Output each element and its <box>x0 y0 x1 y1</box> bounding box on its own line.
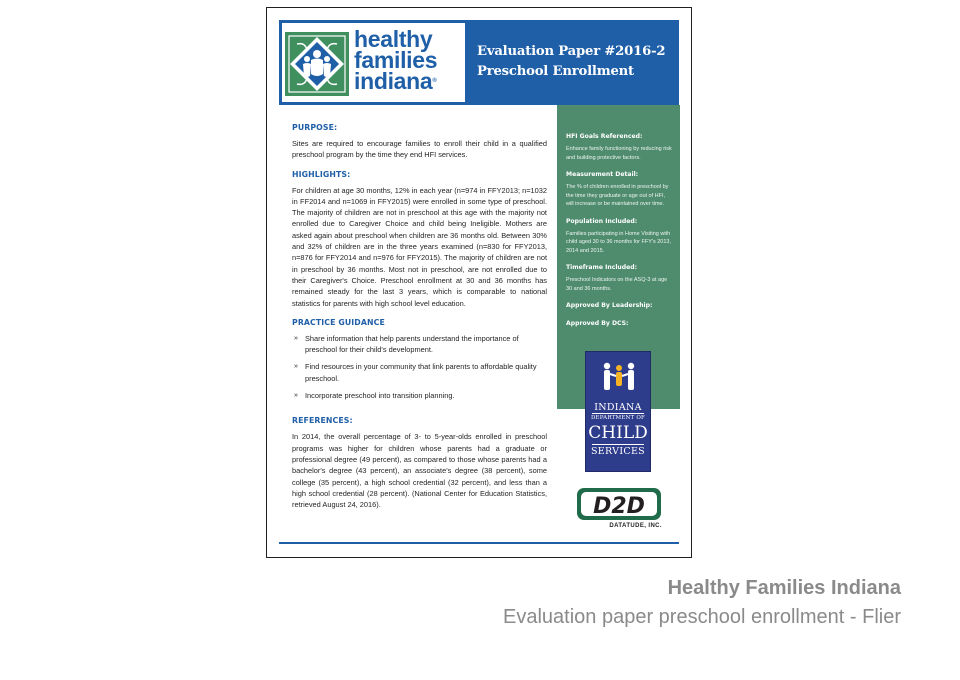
bullet-mark: » <box>294 363 298 371</box>
dcs-logo <box>585 351 651 472</box>
dcs-department: DEPARTMENT OF <box>590 415 646 421</box>
purpose-heading: PURPOSE: <box>292 123 338 132</box>
flier-document <box>266 7 692 558</box>
hfi-logo <box>282 23 465 102</box>
highlights-text: For children at age 30 months, 12% in each year (n=974 in FFY2013; n=1032 in FF2014 and n=1069 in FFY2015) were enrolled in some type of preschool. The majority of children are not in preschool at this age with the majority not enrolled due to Caregiver Choice and child being Ineligible. Mothers are asked again about preschool when children are 36 months old. Between 30% and 32% of children are in the three years examined (n=830 for FFY2013, n=876 for FFY2014 and n=976 for FFY2015). The majority of children are not in preschool by 36 months. Most not in preschool, are not enrolled due to their Caregiver's Choice. Preschool enrollment at 30 and 36 months has remained steady for the last 3 years, which is comparable to national statistics for parents with high school level education. <box>292 185 547 308</box>
goals-heading: HFI Goals Referenced: <box>566 133 643 140</box>
list-item: » Find resources in your community that link parents to affordable quality preschool. <box>294 362 537 383</box>
population-heading: Population Included: <box>566 217 638 225</box>
logo-line-families: families <box>354 47 438 73</box>
dcs-divider <box>592 444 644 445</box>
logo-line-indiana: indiana <box>354 68 433 94</box>
leadership-approval: Approved By Leadership: <box>566 302 653 309</box>
bullet-mark: » <box>294 334 298 342</box>
highlights-heading: HIGHLIGHTS: <box>292 169 351 179</box>
purpose-text: Sites are required to encourage families to enroll their child in a qualified preschool program by the time they end HFI services. <box>292 139 547 160</box>
registered-mark: ® <box>432 78 437 84</box>
datatude-mark-text: D2D <box>593 494 645 519</box>
measurement-text: The % of children enrolled in preschool by the time they graduate or age out of HFI, will increase or be maintained over time. <box>566 184 669 207</box>
paper-title <box>477 42 665 82</box>
caption-subtitle: Evaluation paper preschool enrollment - Flier <box>503 606 901 628</box>
dcs-divider <box>592 413 644 414</box>
caption-title: Healthy Families Indiana <box>667 577 901 599</box>
hfi-wordmark <box>354 26 464 94</box>
logo-line-healthy: healthy <box>354 26 433 52</box>
references-text: In 2014, the overall percentage of 3- to 5-year-olds enrolled in preschool programs was higher for children whose parents had a graduate or professional degree (49 percent), as compared to those whose parents had a bachelor's degree (43 percent), an associate's degree (38 percent), some college (35 percent), a high school credential (32 percent), and less than a high school credential (28 percent). (National Center for Education Statistics, retrieved August 24, 2016). <box>292 432 547 510</box>
list-item: » Incorporate preschool into transition planning. <box>294 391 455 401</box>
timeframe-text: Preschool Indicators on the ASQ-3 at age 30 and 36 months. <box>566 277 668 292</box>
main-column <box>292 123 547 510</box>
bullet-mark: » <box>294 392 298 400</box>
datatude-name: DATATUDE, INC. <box>609 523 662 529</box>
dcs-approval: Approved By DCS: <box>566 320 629 327</box>
goals-text: Enhance family functioning by reducing risk and building protective factors. <box>566 146 672 161</box>
dcs-child: CHILD <box>588 423 648 443</box>
datatude-logo <box>574 487 664 533</box>
paper-topic: Preschool Enrollment <box>477 64 634 79</box>
measurement-heading: Measurement Detail: <box>566 171 639 178</box>
references-heading: REFERENCES: <box>292 416 353 426</box>
datatude-mark-icon <box>576 487 662 521</box>
practice-list <box>292 333 547 401</box>
paper-number: Evaluation Paper #2016-2 <box>477 44 666 59</box>
population-text: Families participating in Home Visiting with child aged 30 to 36 months for FFY's 2013, 2014 and 2015. <box>566 230 671 254</box>
timeframe-heading: Timeframe Included: <box>566 264 638 271</box>
practice-heading: PRACTICE GUIDANCE <box>292 317 385 327</box>
list-item: » Share information that help parents understand the importance of preschool for their child's development. <box>294 333 519 355</box>
dcs-services: SERVICES <box>591 446 645 457</box>
dcs-family-figures-icon <box>598 360 640 394</box>
hfi-family-logo-icon <box>285 32 349 96</box>
dcs-indiana: INDIANA <box>594 402 642 413</box>
bottom-rule <box>279 542 679 544</box>
